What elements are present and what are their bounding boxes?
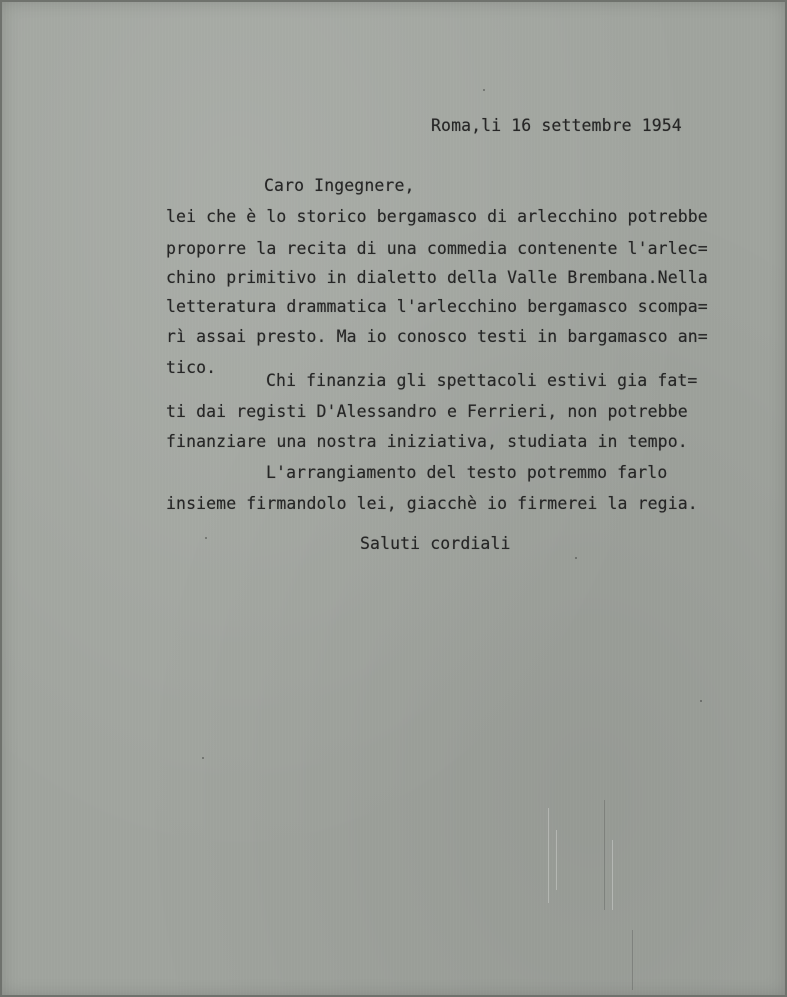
paper-scratch	[556, 830, 557, 890]
body-line: chino primitivo in dialetto della Valle Brembana.Nella	[166, 268, 708, 287]
paper-speck	[483, 89, 485, 91]
paper-scratch	[604, 800, 605, 910]
body-line: ti dai registi D'Alessandro e Ferrieri, non potrebbe	[166, 402, 688, 421]
paper-speck	[205, 537, 207, 539]
body-line: letteratura drammatica l'arlecchino bergamasco scompa=	[166, 297, 708, 316]
body-line: rì assai presto. Ma io conosco testi in bargamasco an=	[166, 327, 708, 346]
body-line: tico.	[166, 358, 217, 377]
paper-scratch	[548, 808, 549, 903]
body-line: lei che è lo storico bergamasco di arlecchino potrebbe	[166, 207, 708, 226]
dateline: Roma,li 16 settembre 1954	[431, 116, 682, 135]
paper-speck	[575, 557, 577, 559]
body-line: finanziare una nostra iniziativa, studiata in tempo.	[166, 432, 688, 451]
body-line: Chi finanzia gli spettacoli estivi gia fat=	[266, 371, 698, 390]
paper-scratch	[632, 930, 633, 990]
paper-scratch	[612, 840, 613, 910]
closing: Saluti cordiali	[360, 534, 511, 553]
paper-speck	[700, 700, 702, 702]
body-line: insieme firmandolo lei, giacchè io firmerei la regia.	[166, 494, 698, 513]
paper-speck	[202, 757, 204, 759]
body-line: proporre la recita di una commedia contenente l'arlec=	[166, 239, 708, 258]
body-line: L'arrangiamento del testo potremmo farlo	[266, 463, 668, 482]
salutation: Caro Ingegnere,	[264, 176, 415, 195]
